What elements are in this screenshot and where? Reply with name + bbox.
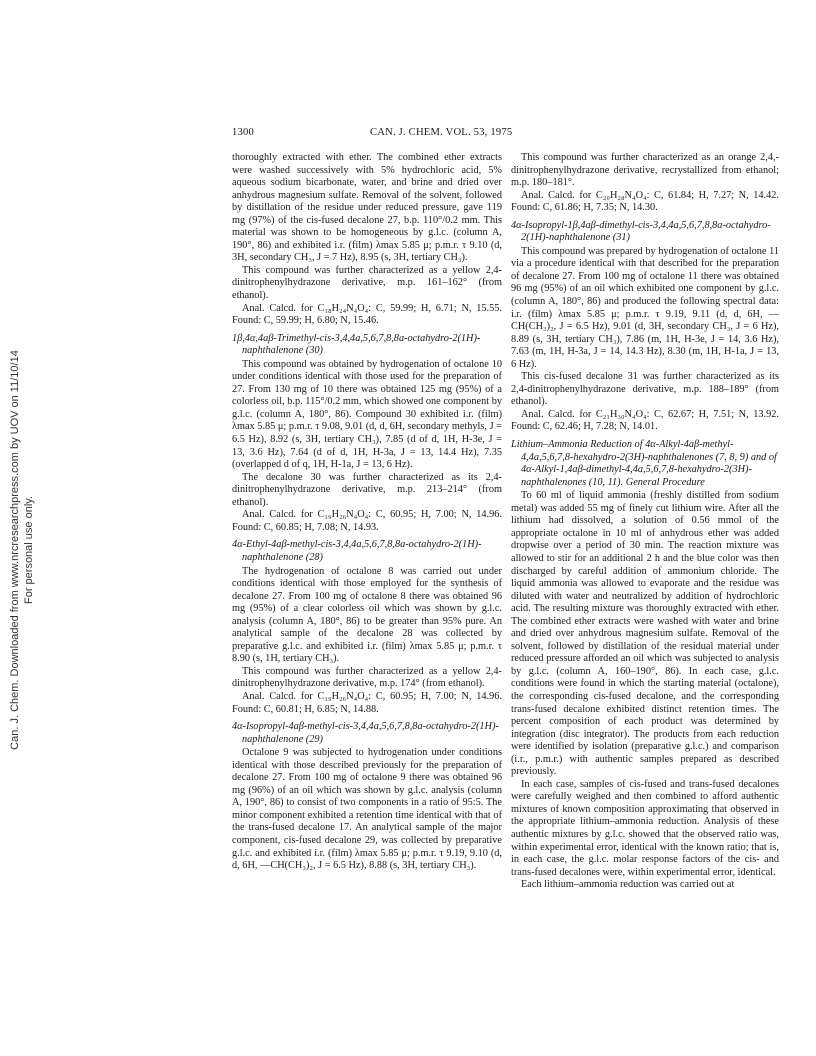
paragraph: thoroughly extracted with ether. The combined ether extracts were washed successively with 5% hydrochloric acid, 5% aqueous sodium bicarbonate, water, and brine and dried over anhydrous magnesium sulfate. Removal of the solvent, followed by distillation of the residue under reduced pressure, gave 119 mg (97%) of the cis-fused decalone 27, b.p. 110°/0.2 mm. This material was shown to be homogeneous by g.l.c. (column A, 190°, 86) and exhibited i.r. (film) λmax 5.85 μ; p.m.r. τ 9.10 (d, 3H, secondary CH₃, J = 7 Hz), 8.95 (s, 3H, tertiary CH₃).	[232, 152, 502, 264]
analysis-paragraph: Anal. Calcd. for C₁₉H₂₆N₄O₄: C, 60.95; H, 7.00; N, 14.96. Found: C, 60.81; H, 6.85; N, 14.88.	[232, 690, 502, 715]
paragraph: This cis-fused decalone 31 was further characterized as its 2,4-dinitrophenylhydrazone derivative, m.p. 188–189° (from ethanol).	[511, 371, 779, 408]
analysis-paragraph: Anal. Calcd. for C₂₀H₂₈N₄O₄: C, 61.84; H, 7.27; N, 14.42. Found: C, 61.86; H, 7.35; N, 14.30.	[511, 189, 779, 214]
right-column	[511, 152, 779, 892]
paragraph: The hydrogenation of octalone 8 was carried out under conditions identical with those employed for the synthesis of decalone 27. From 100 mg of octalone 8 there was obtained 96 mg (95%) of a clear colorless oil which was shown by g.l.c. analysis (column A, 180°, 86) to be greater than 95% pure. An analytical sample of the decalone 28 was collected by preparative g.l.c. and exhibited i.r. (film) λmax 5.85 μ; p.m.r. τ 8.90 (s, 1H, tertiary CH₃).	[232, 565, 502, 665]
download-line: Can. J. Chem. Downloaded from www.nrcresearchpress.com by UOV on 11/10/14	[9, 350, 21, 750]
paragraph: To 60 ml of liquid ammonia (freshly distilled from sodium metal) was added 55 mg of finely cut lithium wire. After all the lithium had dissolved, a solution of 0.56 mmol of the appropriate octalone in 10 ml of anhydrous ether was added dropwise over a period of 30 min. The reaction mixture was allowed to stir for an additional 2 h and the blue color was then discharged by careful addition of ammonium chloride. The liquid ammonia was allowed to evaporate and the residue was diluted with water and neutralized by addition of hydrochloric acid. The resulting mixture was thoroughly extracted with ether. The combined ether extracts were washed with water and brine and dried over anhydrous magnesium sulfate. Removal of the solvent, followed by distillation of the residual material under reduced pressure afforded an oil which was subjected to analysis by g.l.c. (column A, 160–190°, 86). In each case, g.l.c. conditions were found in which the starting material (octalone), the corresponding cis-fused decalone, and the corresponding trans-fused decalone exhibited distinct retention times. The percent composition of each product was determined by integration (disc integrator). The products from each reduction were identified by isolation (preparative g.l.c.) and comparison (i.r., p.m.r.) with authentic samples prepared as described previously.	[511, 490, 779, 778]
usage-line: For personal use only.	[23, 495, 35, 605]
left-column	[232, 152, 502, 873]
paragraph: This compound was further characterized as a yellow 2,4-dinitrophenylhydrazone derivative, m.p. 161–162° (from ethanol).	[232, 264, 502, 302]
analysis-paragraph: Anal. Calcd. for C₂₁H₃₀N₄O₄: C, 62.67; H, 7.51; N, 13.92. Found: C, 62.46; H, 7.28; N, 14.01.	[511, 408, 779, 433]
paragraph: The decalone 30 was further characterized as its 2,4-dinitrophenylhydrazone derivative, m.p. 213–214° (from ethanol).	[232, 471, 502, 508]
paragraph: This compound was obtained by hydrogenation of octalone 10 under conditions identical with those used for the preparation of 27. From 130 mg of 10 there was obtained 125 mg (95%) of a colorless oil, b.p. 115°/0.2 mm, which showed one component by g.l.c. (column A, 180°, 86). Compound 30 exhibited i.r. (film) λmax 5.85 μ; p.m.r. τ 9.08, 9.01 (d, d, 6H, secondary methyls, J = 6.5 Hz), 8.92 (s, 3H, tertiary CH₃), 7.85 (d of d, 1H, H-3e, J = 13, 3.6 Hz), 7.64 (d of d, 1H, H-3a, J = 13, 14.4 Hz), 7.35 (overlapped d of q, 1H, H-1a, J = 13, 6 Hz).	[232, 358, 502, 471]
paragraph: Octalone 9 was subjected to hydrogenation under conditions identical with those described previously for the preparation of decalone 27. From 100 mg of octalone 9 there was obtained 96 mg (96%) of an oil which was shown by g.l.c. analysis (column A, 190°, 86) to consist of two components in a ratio of 95:5. The minor component exhibited a retention time identical with that of the trans-fused decalone 17. An analytical sample of the major component, cis-fused decalone 29, was collected by preparative g.l.c. and exhibited i.r. (film) λmax 5.85 μ; p.m.r. τ 9.19, 9.10 (d, d, 6H, —CH(CH₃)₂, J = 6.5 Hz), 8.88 (s, 3H, tertiary CH₃).	[232, 747, 502, 872]
compound-heading-31: 4α-Isopropyl-1β,4aβ-dimethyl-cis-3,4,4a,5,6,7,8,8a-octahydro-2(1H)-naphthalenone (31)	[511, 219, 771, 244]
download-notice-text	[8, 240, 60, 860]
general-procedure-heading: Lithium–Ammonia Reduction of 4α-Alkyl-4aβ-methyl-4,4a,5,6,7,8-hexahydro-2(3H)-naphthalenones (7, 8, 9) and of 4α-Alkyl-1,4aβ-dimethyl-4,4a,5,6,7,8-hexahydro-2(3H)-naphthalenones (10, 11). General Procedure	[511, 439, 777, 488]
page-number: 1300	[232, 127, 254, 138]
compound-heading-28: 4α-Ethyl-4aβ-methyl-cis-3,4,4a,5,6,7,8,8a-octahydro-2(1H)-naphthalenone (28)	[232, 539, 482, 563]
analysis-paragraph: Anal. Calcd. for C₁₉H₂₆N₄O₄: C, 60.95; H, 7.00; N, 14.96. Found: C, 60.85; H, 7.08; N, 14.93.	[232, 509, 502, 533]
paragraph: This compound was further characterized as a yellow 2,4-dinitrophenylhydrazone derivative, m.p. 174° (from ethanol).	[232, 665, 502, 690]
analysis-paragraph: Anal. Calcd. for C₁₈H₂₄N₄O₄: C, 59.99; H, 6.71; N, 15.55. Found: C, 59.99; H, 6.80; N, 15.46.	[232, 302, 502, 327]
journal-info: CAN. J. CHEM. VOL. 53, 1975	[370, 127, 513, 138]
paragraph: This compound was further characterized as an orange 2,4,-dinitrophenylhydrazone derivative, recrystallized from ethanol; m.p. 180–181°.	[511, 152, 779, 189]
download-notice-sidebar	[8, 240, 60, 860]
compound-heading-30: 1β,4α,4aβ-Trimethyl-cis-3,4,4a,5,6,7,8,8a-octahydro-2(1H)-naphthalenone (30)	[232, 332, 481, 357]
running-header	[232, 127, 778, 143]
compound-heading-29: 4α-Isopropyl-4aβ-methyl-cis-3,4,4a,5,6,7,8,8a-octahydro-2(1H)-naphthalenone (29)	[232, 721, 499, 745]
paragraph: In each case, samples of cis-fused and trans-fused decalones were carefully weighed and then combined to afford authentic mixtures of known composition approximating that observed in the appropriate lithium–ammonia reduction. Analysis of these authentic mixtures by g.l.c. showed that the observed ratio was, within experimental error, identical with the known ratio; that is, in each case, the g.l.c. molar response factors of the cis- and trans-fused decalones were, within experimental error, identical.	[511, 778, 779, 878]
paragraph: Each lithium–ammonia reduction was carried out at	[521, 879, 735, 891]
paragraph: This compound was prepared by hydrogenation of octalone 11 via a procedure identical with that described for the preparation of decalone 27. From 100 mg of octalone 11 there was obtained 96 mg (95%) of an oil which exhibited one component by g.l.c. (column A, 180°, 86) and produced the following spectral data: i.r. (film) λmax 5.85 μ; p.m.r. τ 9.19, 9.11 (d, d, 6H, —CH(CH₃)₂, J = 6.5 Hz), 9.01 (d, 3H, secondary CH₃, J = 6 Hz), 8.89 (s, 3H, tertiary CH₃), 7.86 (m, 1H, H-3e, J = 14, 3.6 Hz), 7.63 (m, 1H, H-3a, J = 14, 14.3 Hz), 8.30 (m, 1H, H-1a, J = 13, 6 Hz).	[511, 245, 779, 370]
